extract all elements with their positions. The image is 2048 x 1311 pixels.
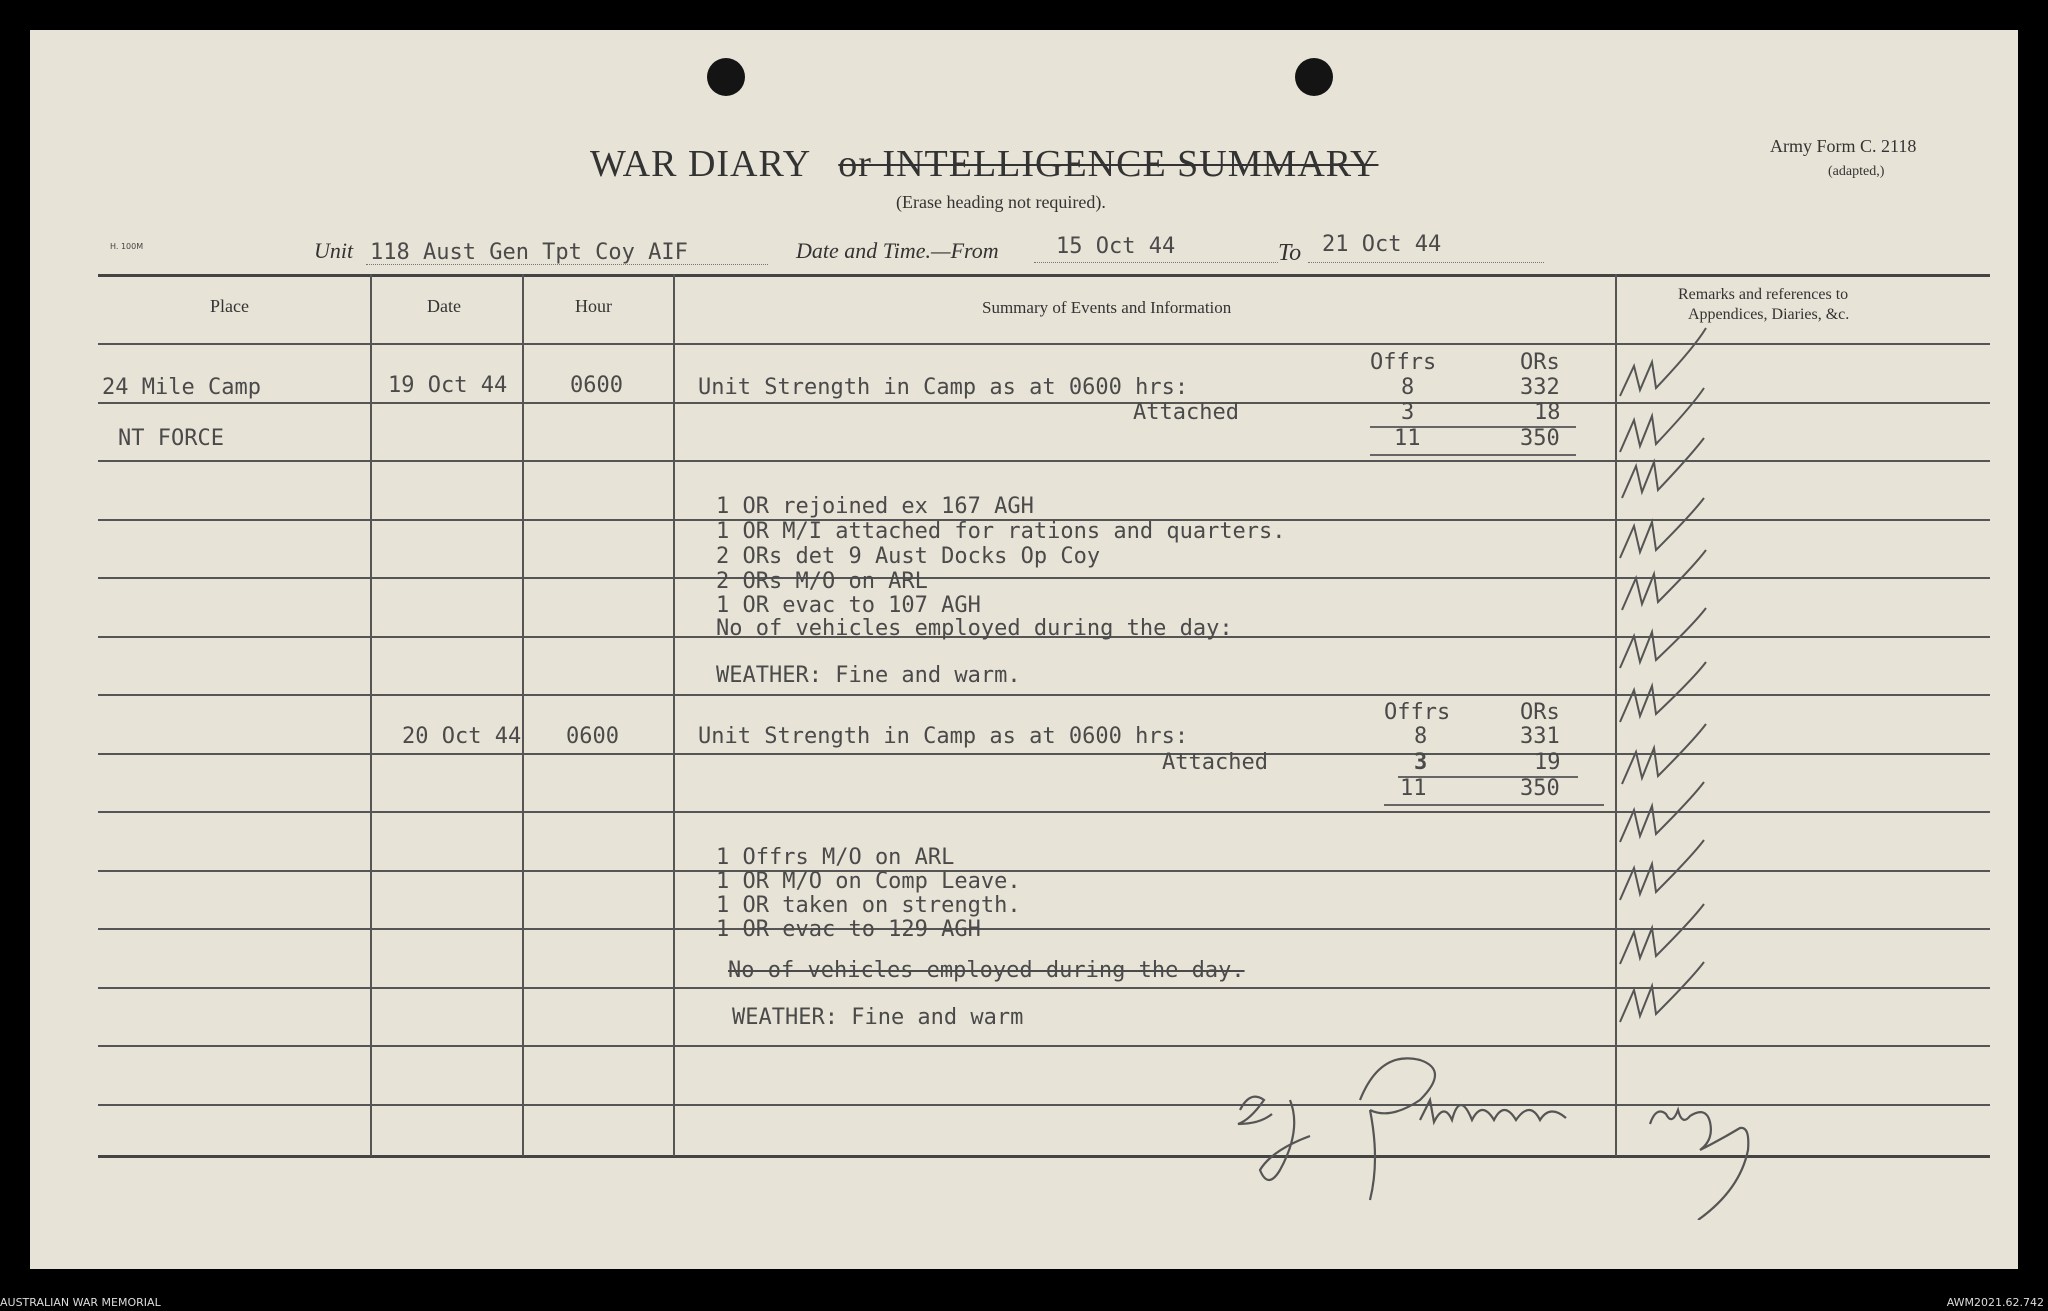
initials-mark (1622, 550, 1706, 610)
initials-mark (1620, 840, 1704, 900)
erase-note: (Erase heading not required). (896, 192, 1106, 212)
entry2-hour: 0600 (566, 724, 619, 749)
date-from-label: Date and Time.—From (796, 238, 999, 263)
initials-mark (1620, 962, 1704, 1022)
footer-accession-number: AWM2021.62.742 (1946, 1296, 2044, 1309)
initials-mark (1620, 904, 1704, 964)
entry1-weather: WEATHER: Fine and warm. (716, 663, 1021, 688)
column-header-remarks-2: Appendices, Diaries, &c. (1688, 306, 1850, 323)
print-code: H. 100M (110, 242, 144, 251)
punch-hole-left (707, 58, 745, 96)
column-header-remarks-1: Remarks and references to (1678, 286, 1849, 303)
initials-mark (1620, 388, 1704, 452)
entry2-offrs-value: 3 (1414, 750, 1428, 775)
date-to-label: To (1278, 240, 1302, 266)
remarks-initials-marks (1614, 320, 1754, 1080)
document-sheet (30, 30, 2018, 1269)
entry2-ors-header: ORs (1520, 700, 1560, 725)
entry2-offrs-value: 8 (1414, 724, 1428, 749)
from-dotted-line (1034, 262, 1278, 263)
column-header-place: Place (210, 296, 249, 316)
entry2-line: 1 Offrs M/O on ARL (716, 845, 955, 870)
entry2-date: 20 Oct 44 (402, 724, 522, 749)
initials-mark (1620, 328, 1706, 396)
entry2-weather: WEATHER: Fine and warm (732, 1005, 1024, 1030)
to-dotted-line (1308, 262, 1544, 263)
unit-dotted-line (366, 264, 768, 265)
date-to-value: 21 Oct 44 (1322, 232, 1442, 257)
title-main: WAR DIARY (590, 143, 810, 185)
entry2-strength-label: Unit Strength in Camp as at 0600 hrs: (698, 724, 1189, 749)
entry2-total-rule (1384, 804, 1604, 806)
title-struck: or INTELLIGENCE SUMMARY (838, 143, 1379, 185)
entry2-line: 1 OR taken on strength. (716, 893, 1021, 918)
initials-mark (1620, 608, 1706, 668)
unit-value: 118 Aust Gen Tpt Coy AIF (370, 240, 688, 265)
entry2-ors-value: 331 (1520, 724, 1560, 749)
initials-mark (1622, 724, 1706, 784)
entry2-offrs-total: 11 (1400, 776, 1427, 801)
entry2-ors-total: 350 (1520, 776, 1560, 801)
entry1-hour: 0600 (570, 373, 623, 398)
unit-label: Unit (314, 238, 354, 263)
entry1-date: 19 Oct 44 (388, 373, 508, 398)
initials-mark (1620, 782, 1704, 842)
column-header-summary: Summary of Events and Information (982, 298, 1232, 317)
entry2-ors-value: 19 (1534, 750, 1561, 775)
form-title (590, 142, 1378, 186)
entry1-line: 2 ORs det 9 Aust Docks Op Coy (716, 544, 1101, 569)
punch-hole-right (1295, 58, 1333, 96)
entry2-line: 1 OR evac to 129 AGH (716, 917, 981, 942)
entry1-line: 1 OR rejoined ex 167 AGH (716, 494, 1034, 519)
army-form-number: Army Form C. 2118 (1770, 136, 1917, 156)
entry2-line: 1 OR M/O on Comp Leave. (716, 869, 1021, 894)
column-header-hour: Hour (575, 296, 612, 316)
entry1-ors-header: ORs (1520, 350, 1560, 375)
column-header-date: Date (427, 296, 461, 316)
entry1-total-rule (1370, 454, 1576, 456)
initials-mark (1620, 498, 1704, 558)
army-form-adapted: (adapted,) (1828, 164, 1885, 179)
entry1-ors-total: 350 (1520, 426, 1560, 451)
date-from-value: 15 Oct 44 (1056, 234, 1176, 259)
entry2-attached-label: Attached (1162, 750, 1268, 775)
entry1-attached-label: Attached (1133, 400, 1239, 425)
entry1-line: 2 ORs M/O on ARL (716, 569, 928, 594)
entry1-offrs-header: Offrs (1370, 350, 1437, 375)
entry1-line: 1 OR M/I attached for rations and quarters. (716, 519, 1286, 544)
initials-mark (1622, 438, 1704, 498)
entry2-vehicles-line: No of vehicles employed during the day. (728, 958, 1245, 983)
entry1-place: 24 Mile Camp (102, 375, 261, 400)
entry1-offrs-total: 11 (1394, 426, 1421, 451)
footer-source: AUSTRALIAN WAR MEMORIAL (0, 1296, 161, 1309)
entry1-ors-value: 18 (1534, 400, 1561, 425)
entry1-offrs-value: 3 (1401, 400, 1415, 425)
initials-mark (1620, 662, 1706, 722)
entry1-line: 1 OR evac to 107 AGH (716, 593, 981, 618)
entry2-offrs-header: Offrs (1384, 700, 1451, 725)
entry1-strength-label: Unit Strength in Camp as at 0600 hrs: (698, 375, 1189, 400)
entry1-line: No of vehicles employed during the day: (716, 616, 1233, 641)
entry1-ors-value: 332 (1520, 375, 1560, 400)
entry1-offrs-value: 8 (1401, 375, 1415, 400)
entry1-place-force: NT FORCE (118, 426, 224, 451)
officer-signature (1220, 1040, 1780, 1220)
